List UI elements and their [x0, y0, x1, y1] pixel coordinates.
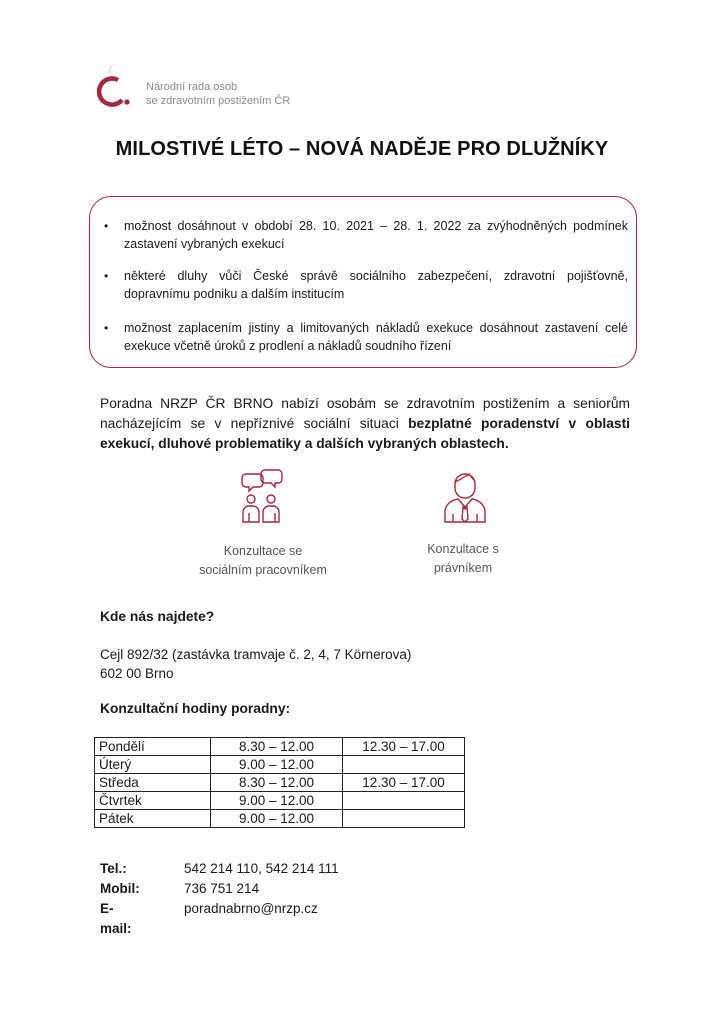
benefit-item	[106, 319, 628, 355]
hours-afternoon	[343, 792, 465, 810]
hours-morning: 8.30 – 12.00	[211, 738, 343, 756]
logo-line-2: se zdravotním postižením ČR	[146, 95, 291, 107]
service-lawyer-line-2: právníkem	[433, 561, 493, 575]
conversation-people-icon	[238, 468, 288, 526]
bullet-dot-icon: •	[104, 219, 109, 233]
email-value: poradnabrno@nrzp.cz	[184, 901, 318, 916]
table-row	[95, 810, 465, 828]
hours-afternoon: 12.30 – 17.00	[343, 774, 465, 792]
intro-text: Poradna NRZP ČR BRNO nabízí osobám se zdravotním postižením a seniorům nacházejícím se v nepříznivé sociální situaci	[100, 396, 630, 431]
logo-line-1: Národní rada osob	[146, 81, 238, 93]
hours-morning: 8.30 – 12.00	[211, 774, 343, 792]
bullet-dot-icon: •	[104, 269, 109, 283]
email-label: E-mail:	[100, 901, 132, 936]
benefit-text: některé dluhy vůči České správě sociálního zabezpečení, zdravotní pojišťovně, dopravnímu podniku a dalším institucím	[124, 269, 628, 301]
logo-text	[146, 80, 290, 108]
hours-heading: Konzultační hodiny poradny:	[100, 701, 291, 716]
service-social-caption	[178, 542, 348, 580]
benefits-box	[89, 196, 637, 368]
hours-morning: 9.00 – 12.00	[211, 810, 343, 828]
tel-label: Tel.:	[100, 861, 127, 876]
lawyer-person-icon	[441, 470, 489, 524]
nrzp-logo-icon	[94, 62, 134, 110]
page-title: MILOSTIVÉ LÉTO – NOVÁ NADĚJE PRO DLUŽNÍKY	[115, 138, 609, 160]
mobil-value: 736 751 214	[184, 881, 260, 896]
table-row	[95, 774, 465, 792]
hours-afternoon	[343, 810, 465, 828]
address-city: 602 00 Brno	[100, 666, 174, 681]
hours-day: Úterý	[95, 756, 211, 774]
location-heading: Kde nás najdete?	[100, 609, 215, 624]
hours-day: Čtvrtek	[95, 792, 211, 810]
benefit-item	[106, 217, 628, 253]
intro-bold-text: bezplatné poradenství v oblasti exekucí, dluhové problematiky a dalších vybraných oblastech.	[100, 416, 630, 451]
service-social-line-1: Konzultace se	[223, 544, 303, 558]
benefit-text: možnost zaplacením jistiny a limitovaných nákladů exekuce dosáhnout zastavení celé exekuce včetně úroků z prodlení a nákladů soudního řízení	[124, 321, 628, 353]
mobil-label: Mobil:	[100, 881, 140, 896]
table-row	[95, 756, 465, 774]
table-row	[95, 738, 465, 756]
hours-table	[94, 737, 465, 828]
hours-day: Pondělí	[95, 738, 211, 756]
intro-paragraph	[100, 394, 630, 454]
address	[100, 645, 411, 683]
service-lawyer-line-1: Konzultace s	[427, 542, 499, 556]
address-street: Cejl 892/32 (zastávka tramvaje č. 2, 4, 7 Körnerova)	[100, 647, 412, 662]
service-lawyer-caption	[393, 540, 533, 578]
table-row	[95, 792, 465, 810]
service-social-line-2: sociálním pracovníkem	[199, 563, 327, 577]
hours-morning: 9.00 – 12.00	[211, 792, 343, 810]
bullet-dot-icon: •	[104, 321, 109, 335]
hours-day: Středa	[95, 774, 211, 792]
hours-day: Pátek	[95, 810, 211, 828]
hours-afternoon: 12.30 – 17.00	[343, 738, 465, 756]
tel-value: 542 214 110, 542 214 111	[184, 861, 339, 876]
hours-afternoon	[343, 756, 465, 774]
benefit-text: možnost dosáhnout v období 28. 10. 2021 – 28. 1. 2022 za zvýhodněných podmínek zastavení vybraných exekucí	[124, 219, 628, 251]
hours-morning: 9.00 – 12.00	[211, 756, 343, 774]
benefit-item	[106, 267, 628, 303]
